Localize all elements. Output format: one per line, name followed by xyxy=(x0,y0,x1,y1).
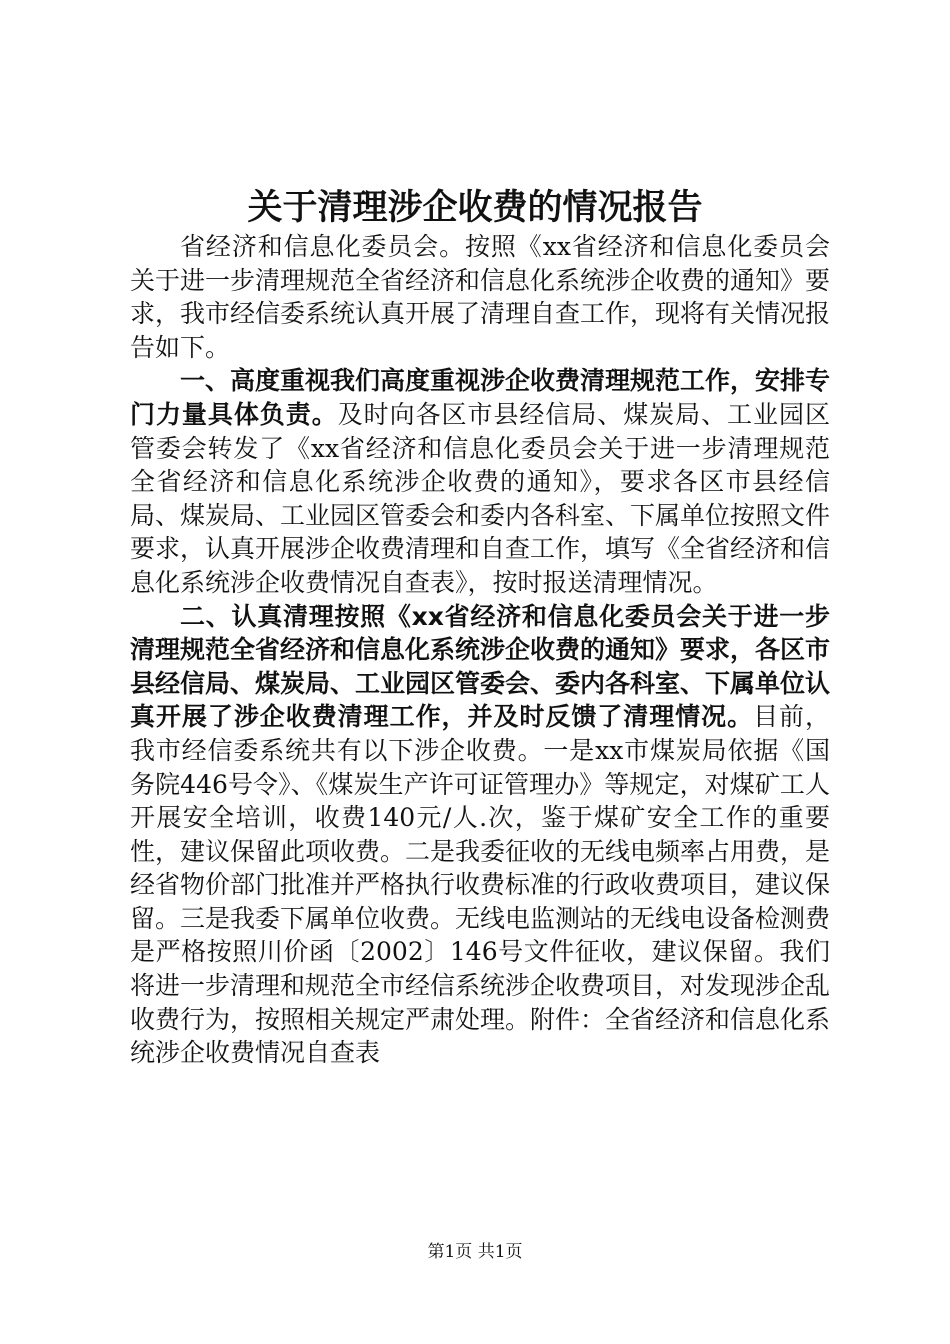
section-1-heading: 一、高度重视我们高度重视涉企收费清理规范工作，安排专门力量具体负责。 xyxy=(130,366,831,429)
section-2-heading: 二、认真清理按照《xx省经济和信息化委员会关于进一步清理规范全省经济和信息化系统涉企收费的通知》要求，各区市县经信局、煤炭局、工业园区管委会、委内各科室、下属单位认真开展了涉企收费清理工作，并及时反馈了清理情况。 xyxy=(130,601,831,732)
document-title: 关于清理涉企收费的情况报告 xyxy=(247,187,703,228)
section-2-paragraph xyxy=(130,600,830,1070)
section-2-body: 目前，我市经信委系统共有以下涉企收费。一是xx市煤炭局依据《国务院446号令》、《煤炭生产许可证管理办》等规定，对煤矿工人开展安全培训，收费140元/人.次，鉴于煤矿安全工作的重要性，建议保留此项收费。二是我委征收的无线电频率占用费，是经省物价部门批准并严格执行收费标准的行政收费项目，建议保留。三是我委下属单位收费。无线电监测站的无线电设备检测费是严格按照川价函〔2002〕146号文件征收，建议保留。我们将进一步清理和规范全市经信系统涉企收费项目，对发现涉企乱收费行为，按照相关规定严肃处理。附件：全省经济和信息化系统涉企收费情况自查表 xyxy=(130,702,831,1068)
section-1-body: 及时向各区市县经信局、煤炭局、工业园区管委会转发了《xx省经济和信息化委员会关于进一步清理规范全省经济和信息化系统涉企收费的通知》，要求各区市县经信局、煤炭局、工业园区管委会和委内各科室、下属单位按照文件要求，认真开展涉企收费清理和自查工作，填写《全省经济和信息化系统涉企收费情况自查表》，按时报送清理情况。 xyxy=(130,399,831,597)
section-1-paragraph xyxy=(130,364,830,599)
document-body xyxy=(130,230,830,1070)
intro-paragraph: 省经济和信息化委员会。按照《xx省经济和信息化委员会关于进一步清理规范全省经济和信息化系统涉企收费的通知》要求，我市经信委系统认真开展了清理自查工作，现将有关情况报告如下。 xyxy=(130,232,831,362)
page-number-footer: 第1页 共1页 xyxy=(427,1242,523,1262)
